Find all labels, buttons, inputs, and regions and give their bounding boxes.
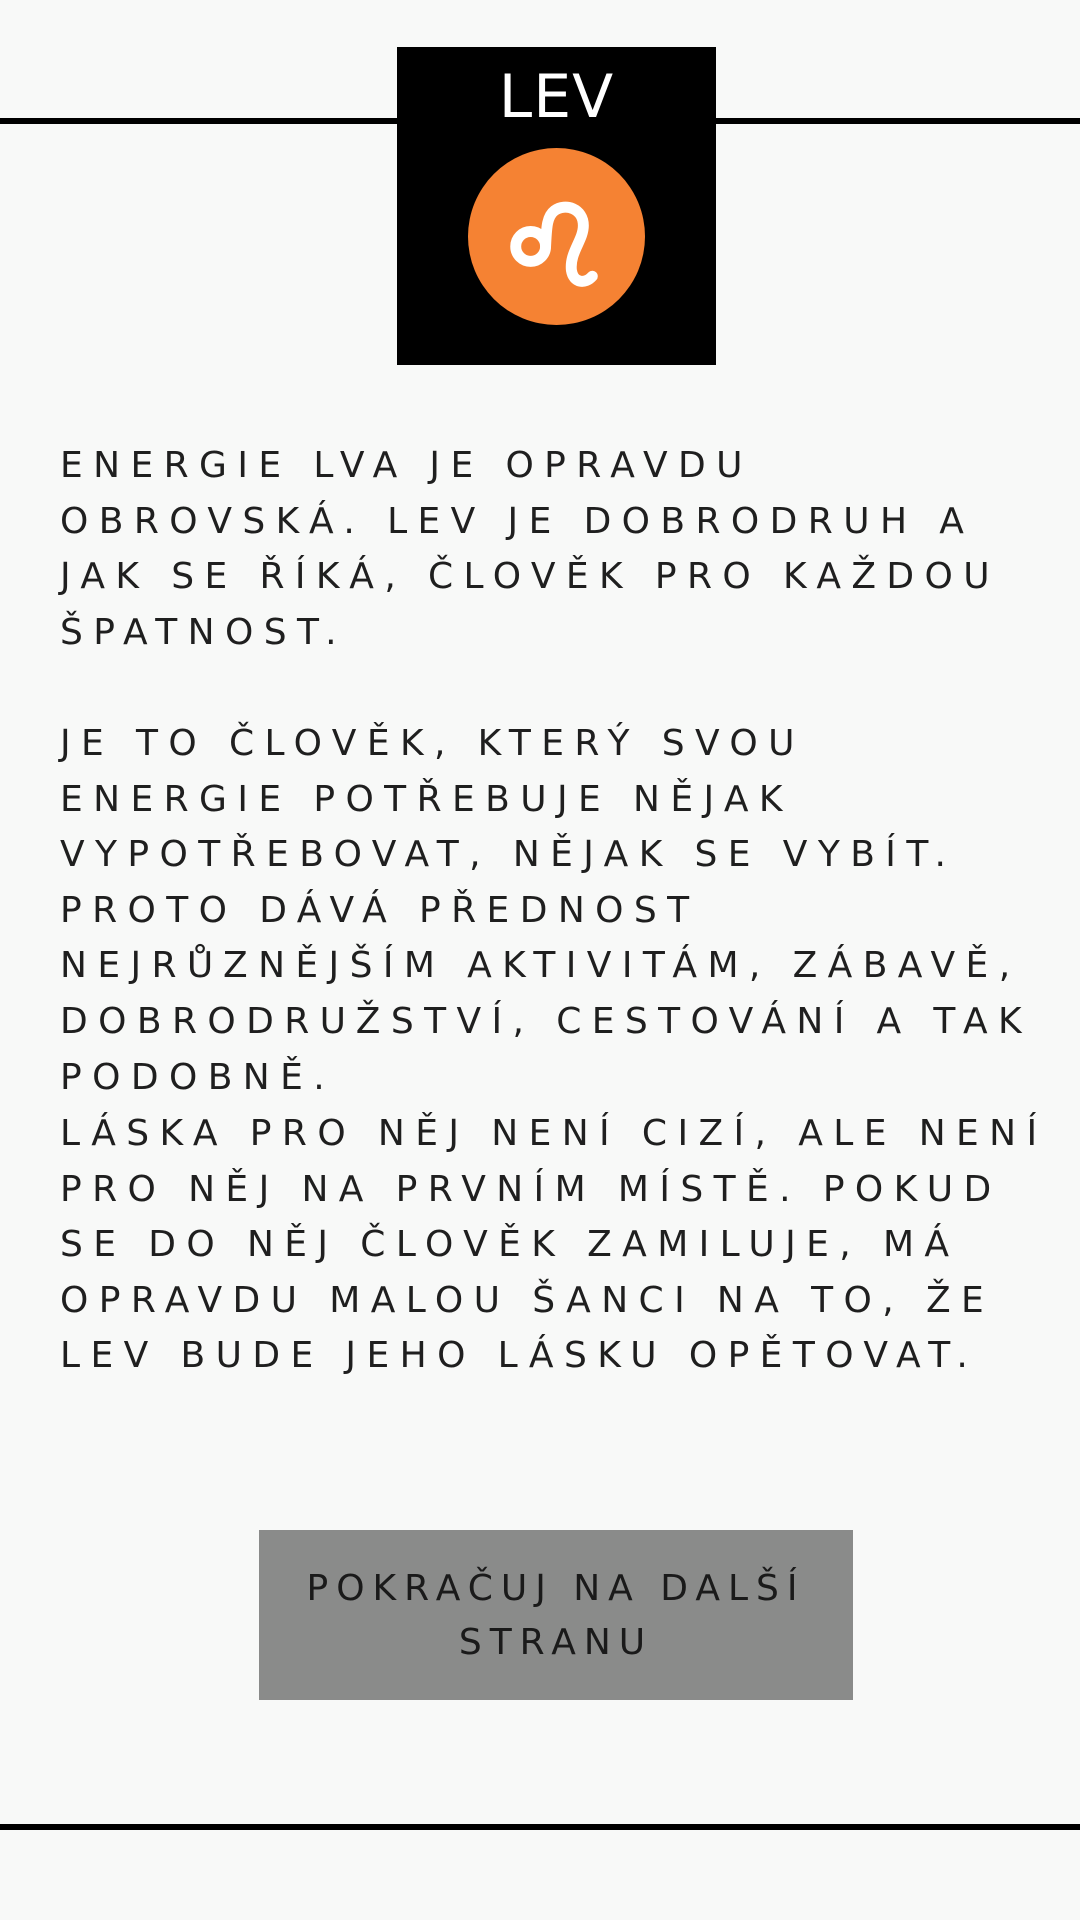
paragraph-energy: JE TO ČLOVĚK, KTERÝ SVOU ENERGIE POTŘEBUJE NĚJAK VYPOTŘEBOVAT, NĚJAK SE VYBÍT. PROTO DÁVÁ PŘEDNOST NEJRŮZNĚJŠÍM AKTIVITÁM, ZÁBAVĚ, DOBRODRUŽSTVÍ, CESTOVÁNÍ A TAK PODOBNĚ. xyxy=(60,723,1033,1098)
bottom-divider xyxy=(0,1824,1080,1830)
next-page-button[interactable] xyxy=(259,1530,853,1700)
paragraph-intro: ENERGIE LVA JE OPRAVDU OBROVSKÁ. LEV JE DOBRODRUH A JAK SE ŘÍKÁ, ČLOVĚK PRO KAŽDOU ŠPATNOST. xyxy=(60,445,1001,653)
paragraph-love: LÁSKA PRO NĚJ NENÍ CIZÍ, ALE NENÍ PRO NĚJ NA PRVNÍM MÍSTĚ. POKUD SE DO NĚJ ČLOVĚK ZAMILUJE, MÁ OPRAVDU MALOU ŠANCI NA TO, ŽE LEV BUDE JEHO LÁSKU OPĚTOVAT. xyxy=(60,1113,1048,1377)
leo-zodiac-icon xyxy=(467,147,646,326)
zodiac-sign-card xyxy=(397,47,716,365)
next-page-button-label: POKRAČUJ NA DALŠÍ STRANU xyxy=(306,1568,806,1663)
sign-title: LEV xyxy=(498,62,615,132)
